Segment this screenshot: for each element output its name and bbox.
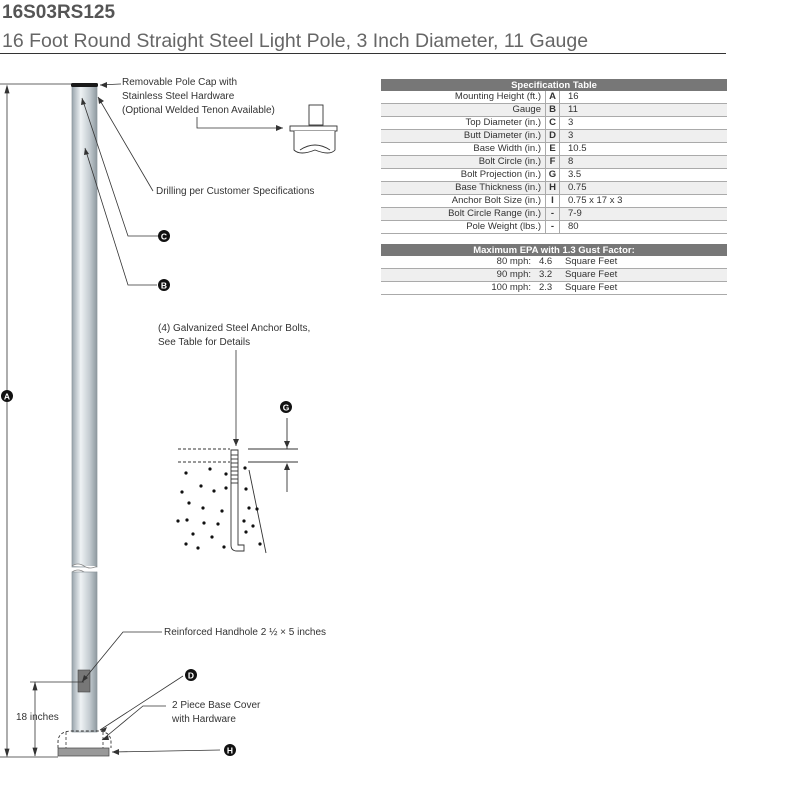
spec-label: Mounting Height (ft.) <box>381 91 546 104</box>
spec-label: Bolt Circle (in.) <box>381 156 546 169</box>
leader-arrowheads <box>81 82 283 755</box>
base-cover-callout-line: with Hardware <box>172 714 236 725</box>
table-row <box>381 130 727 143</box>
spec-value: 16 <box>560 91 728 104</box>
spec-label: Butt Diameter (in.) <box>381 130 546 143</box>
spec-value: 80 <box>560 221 728 234</box>
specification-table <box>381 79 727 234</box>
spec-letter: A <box>546 91 560 104</box>
marker-a-label: A <box>3 391 11 402</box>
epa-speed: 80 mph: <box>381 256 535 269</box>
marker-d <box>185 669 197 681</box>
spec-letter: G <box>546 169 560 182</box>
epa-unit: Square Feet <box>565 282 727 295</box>
spec-letter: B <box>546 104 560 117</box>
epa-unit: Square Feet <box>565 269 727 282</box>
anchor-bolts-callout-line: (4) Galvanized Steel Anchor Bolts, <box>158 323 311 334</box>
marker-b-label: B <box>160 280 168 291</box>
spec-value: 0.75 x 17 x 3 <box>560 195 728 208</box>
pole-lower-section <box>72 572 97 732</box>
table-row <box>381 182 727 195</box>
spec-label: Base Thickness (in.) <box>381 182 546 195</box>
marker-c <box>158 230 170 242</box>
marker-b <box>158 279 170 291</box>
spec-label: Anchor Bolt Size (in.) <box>381 195 546 208</box>
anchor-bolts-callout <box>158 322 310 350</box>
spec-value: 10.5 <box>560 143 728 156</box>
pole-upper-section <box>72 85 97 567</box>
spec-value: 11 <box>560 104 728 117</box>
spec-letter: D <box>546 130 560 143</box>
table-row <box>381 104 727 117</box>
spec-letter: - <box>546 221 560 234</box>
table-row <box>381 208 727 221</box>
marker-g-label: G <box>282 402 290 413</box>
table-row <box>381 269 727 282</box>
model-number: 16S03RS125 <box>2 2 116 23</box>
height-dimension-line <box>0 84 72 757</box>
marker-c-label: C <box>160 231 168 242</box>
table-row <box>381 91 727 104</box>
table-row <box>381 169 727 182</box>
spec-letter: F <box>546 156 560 169</box>
spec-label: Pole Weight (lbs.) <box>381 221 546 234</box>
pole-cap-callout <box>122 76 275 118</box>
anchor-bolt <box>231 450 244 551</box>
spec-value: 8 <box>560 156 728 169</box>
epa-value: 3.2 <box>535 269 565 282</box>
marker-h-label: H <box>226 745 234 756</box>
spec-label: Base Width (in.) <box>381 143 546 156</box>
table-row <box>381 143 727 156</box>
handhole <box>78 670 90 692</box>
spec-label: Gauge <box>381 104 546 117</box>
spec-letter: E <box>546 143 560 156</box>
spec-value: 3 <box>560 117 728 130</box>
concrete-aggregate <box>176 466 261 549</box>
table-row <box>381 195 727 208</box>
marker-h <box>224 744 236 756</box>
table-row <box>381 156 727 169</box>
handhole-height-label: 18 inches <box>16 712 59 723</box>
spec-table-title: Specification Table <box>381 79 727 91</box>
spec-label: Top Diameter (in.) <box>381 117 546 130</box>
spec-value: 7-9 <box>560 208 728 221</box>
table-row <box>381 256 727 269</box>
handhole-callout: Reinforced Handhole 2 ½ × 5 inches <box>164 627 327 638</box>
spec-label: Bolt Circle Range (in.) <box>381 208 546 221</box>
spec-value: 3.5 <box>560 169 728 182</box>
base-plate <box>58 748 109 756</box>
table-row <box>381 117 727 130</box>
marker-g <box>280 401 292 413</box>
drilling-callout: Drilling per Customer Specifications <box>156 186 315 197</box>
epa-value: 4.6 <box>535 256 565 269</box>
spec-letter: H <box>546 182 560 195</box>
spec-value: 0.75 <box>560 182 728 195</box>
pole-cap-callout-line: Removable Pole Cap with <box>122 77 238 88</box>
spec-label: Bolt Projection (in.) <box>381 169 546 182</box>
epa-table-title: Maximum EPA with 1.3 Gust Factor: <box>381 244 727 256</box>
tenon-detail <box>290 105 337 153</box>
table-row <box>381 282 727 295</box>
marker-d-label: D <box>187 670 195 681</box>
spec-letter: C <box>546 117 560 130</box>
spec-letter: - <box>546 208 560 221</box>
marker-a <box>1 390 13 402</box>
spec-letter: I <box>546 195 560 208</box>
spec-value: 3 <box>560 130 728 143</box>
pole-cap-callout-line: (Optional Welded Tenon Available) <box>122 105 275 116</box>
epa-speed: 90 mph: <box>381 269 535 282</box>
epa-unit: Square Feet <box>565 256 727 269</box>
bolt-projection-arrows <box>284 441 290 470</box>
epa-table <box>381 244 727 295</box>
table-row <box>381 221 727 234</box>
anchor-bolts-callout-line: See Table for Details <box>158 337 251 348</box>
epa-speed: 100 mph: <box>381 282 535 295</box>
pole-cap <box>71 83 98 87</box>
pole-cap-callout-line: Stainless Steel Hardware <box>122 91 235 102</box>
product-description: 16 Foot Round Straight Steel Light Pole, 3 Inch Diameter, 11 Gauge <box>2 30 589 52</box>
base-cover-callout-line: 2 Piece Base Cover <box>172 700 261 711</box>
base-cover-callout <box>172 699 260 727</box>
epa-value: 2.3 <box>535 282 565 295</box>
